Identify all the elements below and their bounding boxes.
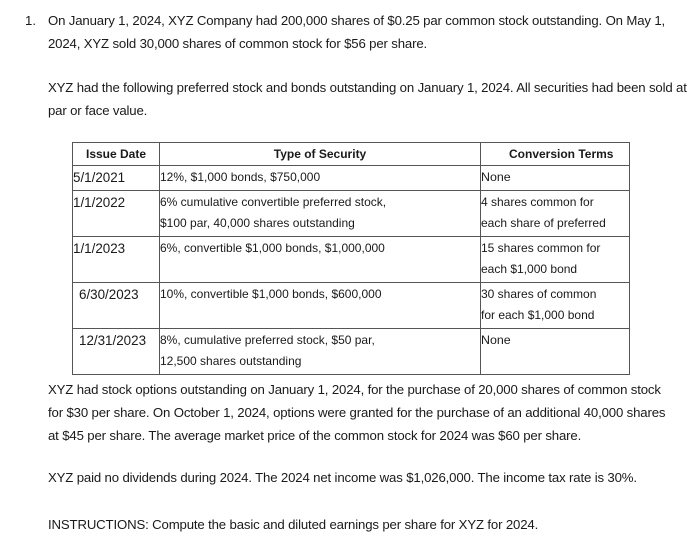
security-type-line: $100 par, 40,000 shares outstanding [160, 216, 355, 230]
table-row [73, 328, 630, 374]
conversion-terms-line: for each $1,000 bond [481, 308, 595, 322]
dividends-paragraph: XYZ paid no dividends during 2024. The 2024 net income was $1,026,000. The income tax rate is 30%. [48, 470, 637, 485]
security-type-cell [160, 190, 481, 236]
table-row [73, 236, 630, 282]
header-type-of-security: Type of Security [160, 143, 481, 166]
securities-intro-paragraph: XYZ had the following preferred stock and bonds outstanding on January 1, 2024. All securities had been sold at par or face value. [48, 80, 687, 118]
instructions-paragraph: INSTRUCTIONS: Compute the basic and diluted earnings per share for XYZ for 2024. [48, 517, 539, 532]
header-issue-date: Issue Date [73, 143, 160, 166]
conversion-terms-line: 15 shares common for [481, 240, 601, 255]
conversion-terms-line: each share of preferred [481, 216, 606, 230]
stock-options-paragraph: XYZ had stock options outstanding on January 1, 2024, for the purchase of 20,000 shares of common stock for $30 per share. On October 1, 2024, options were granted for the purchase of an additional 40,000 shares at $45 per share. The average market price of the common stock for 2024 was $60 per share. [48, 382, 666, 443]
header-conversion-terms: Conversion Terms [481, 143, 630, 166]
conversion-terms-line: None [481, 170, 511, 184]
security-type-cell [160, 282, 481, 328]
security-type-line: 12%, $1,000 bonds, $750,000 [160, 170, 321, 184]
table-row [73, 282, 630, 328]
question-number: 1. [25, 13, 36, 28]
securities-table [72, 142, 630, 375]
conversion-terms-cell [481, 282, 630, 328]
conversion-terms-line: each $1,000 bond [481, 262, 578, 276]
security-type-cell [160, 328, 481, 374]
table-row [73, 166, 630, 191]
conversion-terms-cell [481, 190, 630, 236]
conversion-terms-line: 30 shares of common [481, 286, 597, 301]
table-header-row [73, 143, 630, 166]
table-row [73, 190, 630, 236]
security-type-line: 6% cumulative convertible preferred stock, [160, 194, 387, 209]
conversion-terms-line: 4 shares common for [481, 194, 594, 209]
security-type-cell [160, 236, 481, 282]
security-type-cell [160, 166, 481, 191]
conversion-terms-cell [481, 236, 630, 282]
security-type-line: 12,500 shares outstanding [160, 354, 302, 368]
issue-date-cell: 5/1/2021 [73, 166, 160, 191]
security-type-line: 10%, convertible $1,000 bonds, $600,000 [160, 286, 382, 301]
conversion-terms-line: None [481, 332, 511, 347]
issue-date-cell: 1/1/2023 [73, 236, 160, 282]
issue-date-cell: 1/1/2022 [73, 190, 160, 236]
conversion-terms-cell [481, 328, 630, 374]
issue-date-cell: 12/31/2023 [73, 328, 160, 374]
security-type-line: 6%, convertible $1,000 bonds, $1,000,000 [160, 240, 385, 255]
conversion-terms-cell [481, 166, 630, 191]
issue-date-cell: 6/30/2023 [73, 282, 160, 328]
security-type-line: 8%, cumulative preferred stock, $50 par, [160, 332, 375, 347]
intro-paragraph: On January 1, 2024, XYZ Company had 200,000 shares of $0.25 par common stock outstanding. On May 1, 2024, XYZ sold 30,000 shares of common stock for $56 per share. [48, 13, 666, 51]
